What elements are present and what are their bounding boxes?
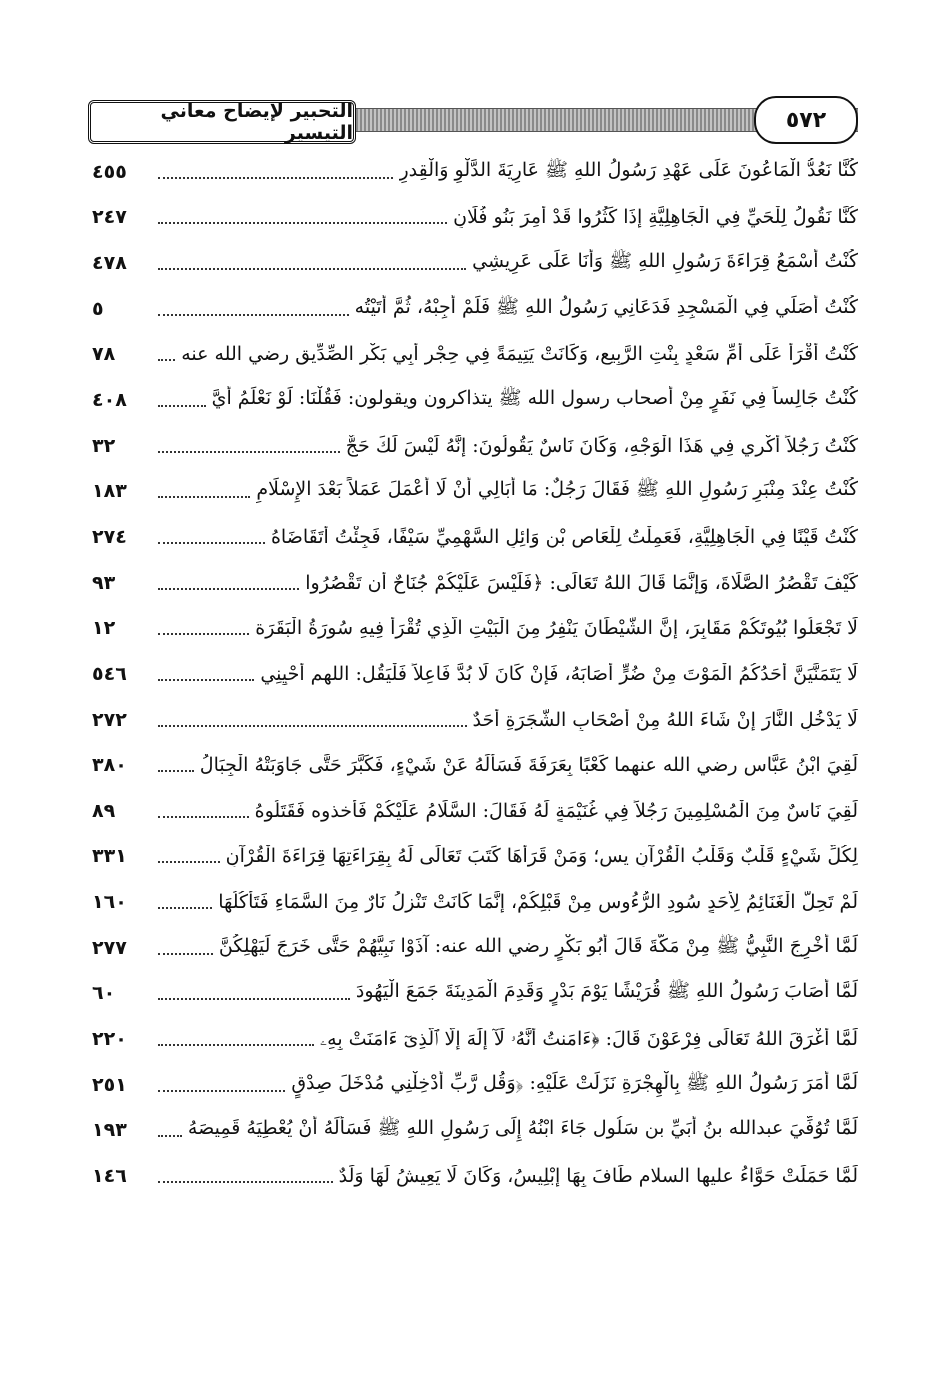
entry-text: كُنْتُ أُصَلِّي فِي الْمَسْجِدِ فَدَعَانِي رَسُولُ اللهِ ﷺ فَلَمْ أُجِبْهُ، ثُمَّ أَتَيْتُه: [354, 295, 858, 318]
entry-page-number: ٦٠: [92, 982, 116, 1005]
index-entry: [92, 240, 858, 286]
entry-page-number: ٢٥١: [92, 1073, 127, 1096]
entry-page-number: ٣٢: [92, 434, 116, 457]
index-entry: [92, 560, 858, 606]
index-entry: [92, 332, 858, 378]
entry-text: لَقِيَ نَاسٌ مِنَ الْمُسْلِمِينَ رَجُلاً فِي غُنَيْمَةٍ لَهُ فَقَالَ: السَّلَامُ عَلَيْكُمْ فَأَخذوه فَقَتَلُوهُ: [254, 799, 858, 822]
index-entry: [92, 925, 858, 971]
entry-page-number: ٢٧٢: [92, 708, 127, 731]
index-entry: [92, 149, 858, 195]
entry-page-number: ٤٠٨: [92, 389, 127, 412]
dot-leader: [158, 953, 213, 955]
entry-page-number: ٨٩: [92, 799, 116, 822]
entry-text: كُنْتُ قَيْنًا فِي الْجَاهِلِيَّةِ، فَعَمِلْتُ لِلْعَاصِ بْنِ وَائِلٍ السَّهْمِيِّ سَيْفًا، فَجِئْتُ أَتَقَاضَاهُ: [270, 525, 858, 548]
dot-leader: [158, 861, 220, 863]
book-title: التحبير لإيضاح معاني التيسير: [88, 100, 356, 144]
dot-leader: [158, 633, 249, 635]
index-entry: [92, 514, 858, 560]
entry-text: لَمَّا تُوُفِّيَ عبدالله بنُ أُبَيِّ بن سَلُول جَاءَ ابْنُهُ إِلَى رَسُولِ اللهِ ﷺ فَسَأَلَهُ أَنْ يُعْطِيَهُ قَمِيصَهُ: [187, 1117, 858, 1140]
entry-text: كُنَّا نَعُدُّ الْمَاعُونَ عَلَى عَهْدِ رَسُولُ اللهِ ﷺ عَارِيَةَ الدَّلْوِ وَالْقِدرِ: [399, 158, 858, 181]
entry-text: لَمْ تَحِلَّ الْغَنَائِمُ لِأَحَدٍ سُودِ الرُّءُوسِ مِنْ قَبْلِكُمْ، إِنَّمَا كَانَتْ تَنْزِلُ نَارٌ مِنَ السَّمَاءِ فَتَأْكُلُهَا: [218, 891, 858, 914]
entry-page-number: ٥: [92, 297, 104, 320]
entry-text: لِكُلِّ شَيْءٍ قَلْبٌ وَقَلْبُ الْقُرْآنِ يس؛ وَمَنْ قَرَأَهَا كَتَبَ تَعَالَى لَهُ بِقِرَاءَتِهَا قِرَاءَةَ الْقُرْآنِ: [225, 845, 858, 868]
entry-text: كُنْتُ عِنْدَ مِنْبَرِ رَسُولِ اللهِ ﷺ فَقَالَ رَجُلٌ: مَا أُبَالِي أَنْ لَا أَعْمَلَ عَمَلاً بَعْدَ الإِسْلَامِ: [256, 478, 858, 501]
entry-text: لَا تَجْعَلُوا بُيُوتَكُمْ مَقَابِرَ، إِنَّ الشَّيْطَانَ يَنْفِرُ مِنَ الْبَيْتِ الَّذِي تُقْرَأُ فِيهِ سُورَةُ الْبَقَرَة: [255, 617, 858, 640]
dot-leader: [158, 816, 249, 818]
dot-leader: [158, 679, 254, 681]
index-entry: [92, 834, 858, 880]
index-entry: [92, 788, 858, 834]
dot-leader: [158, 496, 250, 498]
index-entry: [92, 1153, 858, 1199]
index-entry: [92, 286, 858, 332]
entry-page-number: ١٦٠: [92, 891, 127, 914]
entry-page-number: ٤٥٥: [92, 160, 127, 183]
dot-leader: [158, 1044, 314, 1046]
entry-text: لَقِيَ ابْنُ عَبَّاسٍ رضي الله عنهما كَعْبًا بِعَرَفَةَ فَسَأَلَهُ عَنْ شَيْءٍ، فَكَبَّرَ حَتَّى جَاوَبَتْهُ الْجِبَالُ: [199, 754, 858, 777]
index-entry: [92, 651, 858, 697]
index-entry: [92, 195, 858, 241]
entry-text: كُنْتُ جَالِساً فِي نَفَرٍ مِنْ أصحاب رسول الله ﷺ يتذاكرون ويقولون: فَقُلْنَا: لَوْ نَعْلَمُ أَيَّ: [211, 387, 858, 410]
entry-text: كُنَّا نَقُولُ لِلْحَيِّ فِي الْجَاهِلِيَّةِ إِذَا كَثُرُوا قَدْ أَمِرَ بَنُو فُلَانٍ: [453, 206, 858, 229]
dot-leader: [158, 1090, 285, 1092]
entry-page-number: ٤٧٨: [92, 252, 127, 275]
entry-page-number: ١٢: [92, 617, 116, 640]
dot-leader: [158, 359, 175, 361]
entry-page-number: ١٩٣: [92, 1119, 127, 1142]
dot-leader: [158, 542, 265, 544]
page-header: [88, 96, 858, 146]
entry-text: لَا يَتَمَنَّيَنَّ أَحَدُكُمُ الْمَوْتَ مِنْ ضُرٍّ أَصَابَهُ، فَإِنْ كَانَ لَا بُدَّ فَاعِلاً فَلْيَقُل: اللهم أَحْيِنِي: [260, 662, 858, 685]
entry-page-number: ٧٨: [92, 343, 116, 366]
entry-page-number: ٥٤٦: [92, 662, 127, 685]
entry-text: كُنْتُ أَسْمَعُ قِرَاءَةَ رَسُولِ اللهِ ﷺ وَأَنَا عَلَى عَرِيشِي: [472, 250, 858, 273]
index-entry: [92, 971, 858, 1017]
index-entry: [92, 468, 858, 514]
index-entry: [92, 697, 858, 743]
page-number: ٥٧٢: [754, 96, 858, 144]
index-entry: [92, 1016, 858, 1062]
entry-text: لَمَّا أَصَابَ رَسُولُ اللهِ ﷺ قُرَيْشًا يَوْمَ بَدْرٍ وَقَدِمَ الْمَدِينَةَ جَمَعَ الْيَهُودَ: [355, 980, 858, 1003]
entry-text: كُنْتُ رَجُلاً أُكْرِي فِي هَذَا الْوَجْهِ، وَكَانَ نَاسٌ يَقُولُونَ: إِنَّهُ لَيْسَ لَكَ حَجٌّ: [345, 434, 858, 457]
entry-page-number: ٣٣١: [92, 845, 127, 868]
dot-leader: [158, 770, 194, 772]
entry-page-number: ٢٧٧: [92, 936, 127, 959]
dot-leader: [158, 314, 349, 316]
dot-leader: [158, 451, 340, 453]
entry-text: لَمَّا أَمَرَ رَسُولُ اللهِ ﷺ بِالْهِجْرَةِ نَزَلَتْ عَلَيْهِ: ﴿وَقُل رَّبِّ أَدْخِلْنِي مُدْخَلَ صِدْقٍ: [291, 1071, 858, 1094]
entry-page-number: ٣٨٠: [92, 754, 127, 777]
dot-leader: [158, 998, 350, 1000]
entry-text: لَمَّا أُخْرِجَ النَّبِيُّ ﷺ مِنْ مَكَّةَ قَالَ أَبُو بَكْرٍ رضي الله عنه: آذَوْا نَبِيَّهُمْ حَتَّى خَرَجَ لَيَهْلِكُنَّ: [218, 934, 858, 957]
index-entry: [92, 605, 858, 651]
entry-page-number: ٢٢٠: [92, 1027, 127, 1050]
dot-leader: [158, 1135, 182, 1137]
entry-page-number: ٢٤٧: [92, 206, 127, 229]
entry-page-number: ٩٣: [92, 571, 116, 594]
hadith-index-list: [92, 149, 858, 1199]
index-entry: [92, 1107, 858, 1153]
dot-leader: [158, 222, 447, 224]
entry-text: كُنْتُ أَقْرَأُ عَلَى أُمِّ سَعْدٍ بِنْتِ الرَّبِيعِ، وَكَانَتْ يَتِيمَةً فِي حِجْرِ أَبِي بَكْرٍ الصِّدِّيق رضي الله عنه: [181, 343, 858, 366]
dot-leader: [158, 725, 467, 727]
index-entry: [92, 423, 858, 469]
index-entry: [92, 377, 858, 423]
dot-leader: [158, 907, 212, 909]
entry-text: كَيْفَ تَقْصُرُ الصَّلَاةَ، وَإِنَّمَا قَالَ اللهُ تَعَالَى: ﴿فَلَيْسَ عَلَيْكُمْ جُنَاحٌ أَن تَقْصُرُوا: [305, 571, 858, 594]
entry-page-number: ٢٧٤: [92, 525, 127, 548]
entry-text: لَمَّا أَغْرَقَ اللهُ تَعَالَى فِرْعَوْنَ قَالَ: ﴿ءَامَنتُ أَنَّهُۥ لَآ إِلَٰهَ إِلَّا ٱلَّذِىٓ ءَامَنَتْ بِهِۦ: [319, 1027, 858, 1050]
entry-page-number: ١٤٦: [92, 1164, 127, 1187]
entry-page-number: ١٨٣: [92, 480, 127, 503]
index-entry: [92, 879, 858, 925]
dot-leader: [158, 1181, 333, 1183]
entry-text: لَمَّا حَمَلَتْ حَوَّاءُ عليها السلام طَافَ بِهَا إِبْلِيسُ، وَكَانَ لَا يَعِيشُ لَهَا وَلَدٌ: [338, 1164, 858, 1187]
index-entry: [92, 1062, 858, 1108]
dot-leader: [158, 268, 466, 270]
dot-leader: [158, 405, 206, 407]
index-entry: [92, 742, 858, 788]
dot-leader: [158, 588, 299, 590]
entry-text: لَا يَدْخُلِ النَّارَ إِنْ شَاءَ اللهُ مِنْ أَصْحَابِ الشَّجَرَةِ أَحَدٌ: [472, 708, 858, 731]
dot-leader: [158, 177, 393, 179]
